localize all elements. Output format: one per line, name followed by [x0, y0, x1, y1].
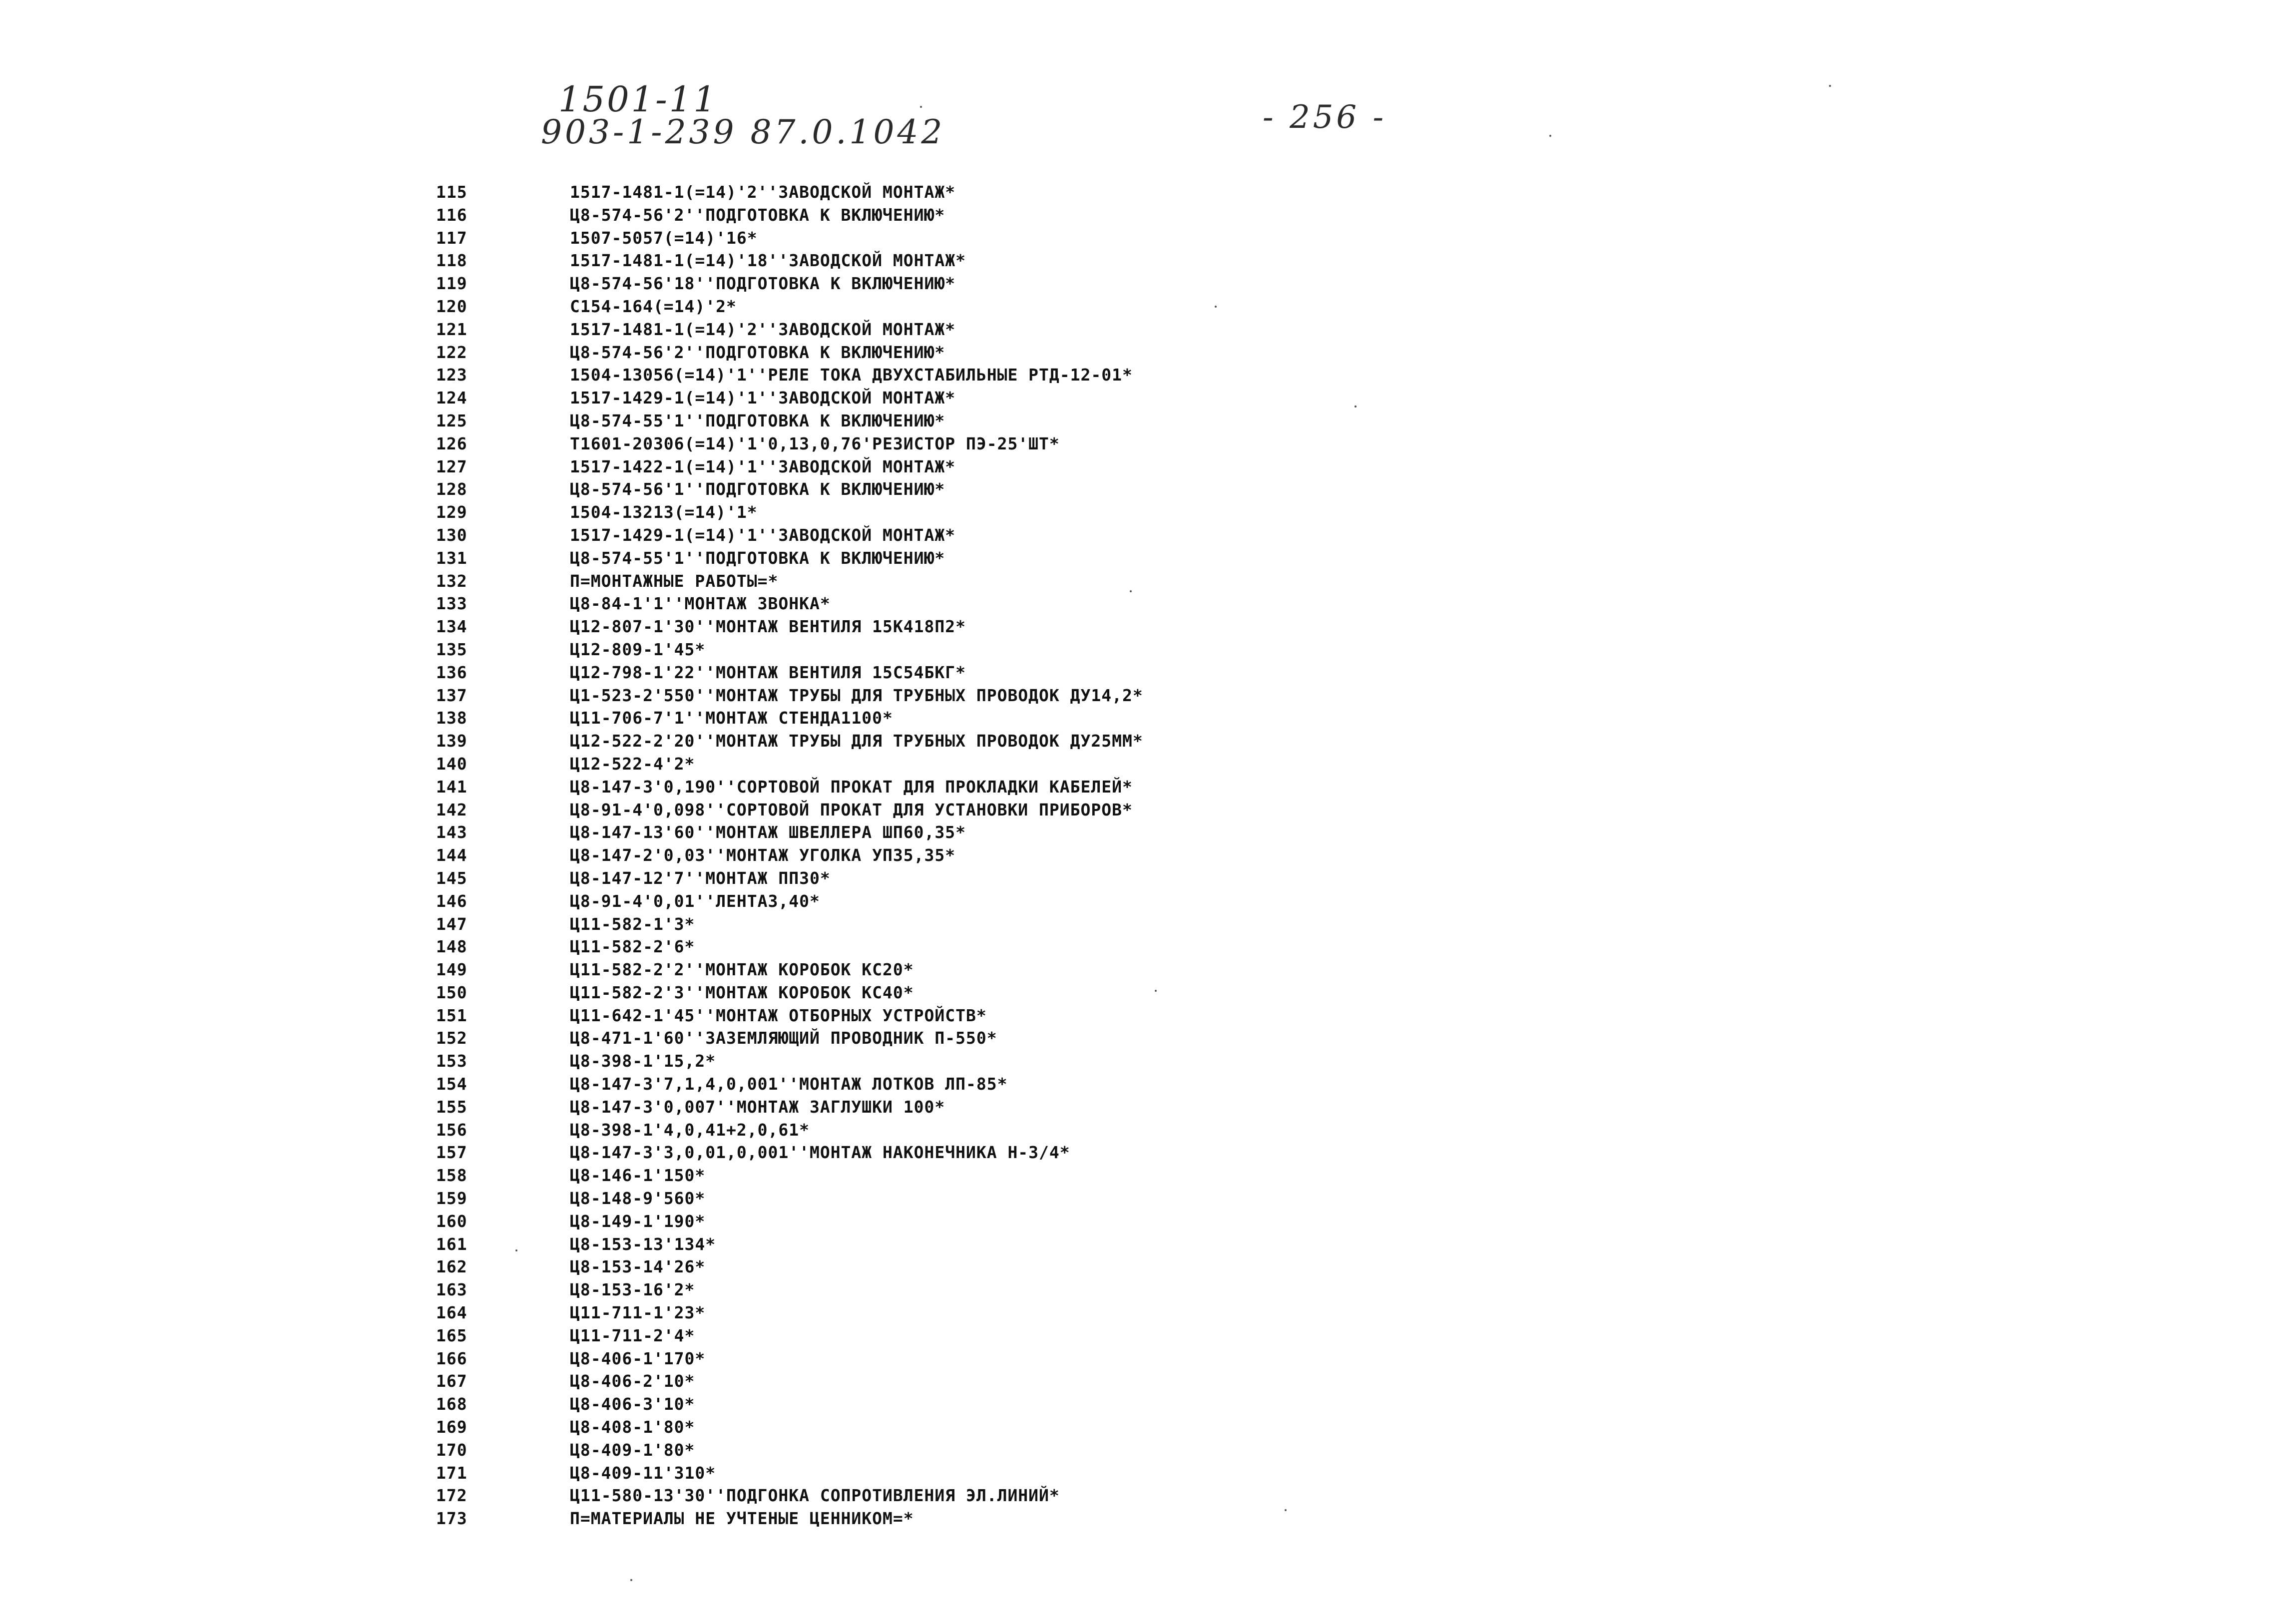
line-text: Ц11-582-2'6*	[570, 937, 695, 957]
line-number: 158	[436, 1166, 467, 1186]
line-number: 120	[436, 296, 467, 316]
line-text: Ц12-522-2'20''МОНТАЖ ТРУБЫ ДЛЯ ТРУБНЫХ ПРОВОДОК ДУ25ММ*	[570, 731, 1143, 751]
listing-line	[0, 1416, 2273, 1439]
listing-line	[0, 387, 2273, 409]
line-text: Ц8-84-1'1''МОНТАЖ ЗВОНКА*	[570, 594, 831, 614]
listing-line	[0, 1324, 2273, 1347]
line-number: 144	[436, 845, 467, 865]
line-number: 147	[436, 914, 467, 934]
listing-line	[0, 272, 2273, 295]
line-text: Ц12-807-1'30''МОНТАЖ ВЕНТИЛЯ 15К418П2*	[570, 617, 966, 637]
listing-line	[0, 1164, 2273, 1187]
line-text: 1507-5057(=14)'16*	[570, 228, 758, 248]
line-number: 163	[436, 1280, 467, 1300]
listing-line	[0, 1301, 2273, 1324]
listing-line	[0, 821, 2273, 844]
listing-line	[0, 1439, 2273, 1462]
listing-line	[0, 799, 2273, 821]
listing-line	[0, 249, 2273, 272]
line-text: 1517-1481-1(=14)'18''ЗАВОДСКОЙ МОНТАЖ*	[570, 251, 966, 271]
listing-line	[0, 958, 2273, 981]
listing-line	[0, 638, 2273, 661]
program-listing	[0, 181, 2273, 1530]
line-number: 129	[436, 502, 467, 522]
line-number: 141	[436, 777, 467, 797]
listing-line	[0, 1507, 2273, 1530]
line-text: Ц8-574-55'1''ПОДГОТОВКА К ВКЛЮЧЕНИЮ*	[570, 410, 945, 430]
listing-line	[0, 501, 2273, 524]
listing-line	[0, 707, 2273, 730]
line-text: Ц11-580-13'30''ПОДГОНКА СОПРОТИВЛЕНИЯ ЭЛ.ЛИНИЙ*	[570, 1486, 1060, 1506]
line-text: 1517-1481-1(=14)'2''ЗАВОДСКОЙ МОНТАЖ*	[570, 319, 956, 339]
listing-line	[0, 547, 2273, 570]
line-text: Ц8-574-55'1''ПОДГОТОВКА К ВКЛЮЧЕНИЮ*	[570, 548, 945, 568]
line-text: Ц8-149-1'190*	[570, 1211, 706, 1231]
line-number: 162	[436, 1257, 467, 1277]
line-number: 126	[436, 433, 467, 453]
line-number: 150	[436, 982, 467, 1002]
line-number: 145	[436, 868, 467, 888]
line-number: 131	[436, 548, 467, 568]
line-text: Ц11-711-1'23*	[570, 1303, 706, 1323]
line-number: 159	[436, 1189, 467, 1209]
listing-line	[0, 1347, 2273, 1370]
line-number: 157	[436, 1143, 467, 1163]
line-text: Ц8-147-3'3,0,01,0,001''МОНТАЖ НАКОНЕЧНИКА Н-3/4*	[570, 1143, 1070, 1163]
line-text: Ц8-153-14'26*	[570, 1257, 706, 1277]
listing-line	[0, 753, 2273, 776]
listing-line	[0, 890, 2273, 913]
scan-speck	[920, 106, 922, 108]
listing-line	[0, 1210, 2273, 1233]
line-text: Ц11-582-2'2''МОНТАЖ КОРОБОК КС20*	[570, 960, 914, 980]
listing-line	[0, 1050, 2273, 1073]
line-text: Ц8-147-3'0,007''МОНТАЖ ЗАГЛУШКИ 100*	[570, 1097, 945, 1117]
line-number: 171	[436, 1463, 467, 1483]
line-text: Ц12-522-4'2*	[570, 754, 695, 774]
listing-line	[0, 341, 2273, 364]
line-text: 1517-1429-1(=14)'1''ЗАВОДСКОЙ МОНТАЖ*	[570, 388, 956, 408]
line-text: П=МАТЕРИАЛЫ НЕ УЧТЕНЫЕ ЦЕННИКОМ=*	[570, 1509, 914, 1529]
line-number: 172	[436, 1486, 467, 1506]
line-number: 148	[436, 937, 467, 957]
listing-line	[0, 364, 2273, 387]
line-number: 160	[436, 1211, 467, 1231]
line-number: 127	[436, 456, 467, 476]
listing-line	[0, 455, 2273, 478]
handwritten-project-code: 903-1-239 87.0.1042	[541, 113, 945, 151]
listing-line	[0, 1004, 2273, 1027]
line-number: 140	[436, 754, 467, 774]
line-text: 1517-1422-1(=14)'1''ЗАВОДСКОЙ МОНТАЖ*	[570, 456, 956, 476]
line-text: Ц8-147-13'60''МОНТАЖ ШВЕЛЛЕРА ШП60,35*	[570, 822, 966, 842]
line-number: 117	[436, 228, 467, 248]
line-number: 118	[436, 251, 467, 271]
line-text: Ц11-642-1'45''МОНТАЖ ОТБОРНЫХ УСТРОЙСТВ*	[570, 1005, 987, 1025]
line-text: Ц8-409-1'80*	[570, 1440, 695, 1460]
line-number: 125	[436, 410, 467, 430]
listing-line	[0, 1187, 2273, 1210]
line-number: 173	[436, 1509, 467, 1529]
line-text: П=МОНТАЖНЫЕ РАБОТЫ=*	[570, 571, 779, 591]
listing-line	[0, 524, 2273, 547]
listing-line	[0, 1119, 2273, 1142]
line-number: 137	[436, 685, 467, 705]
line-number: 156	[436, 1120, 467, 1140]
line-number: 170	[436, 1440, 467, 1460]
line-text: Ц8-153-16'2*	[570, 1280, 695, 1300]
listing-line	[0, 684, 2273, 707]
line-number: 165	[436, 1325, 467, 1345]
listing-line	[0, 1096, 2273, 1119]
line-text: Ц8-574-56'1''ПОДГОТОВКА К ВКЛЮЧЕНИЮ*	[570, 479, 945, 499]
line-text: Ц8-574-56'18''ПОДГОТОВКА К ВКЛЮЧЕНИЮ*	[570, 274, 956, 294]
listing-line	[0, 844, 2273, 867]
line-number: 130	[436, 525, 467, 545]
listing-line	[0, 1393, 2273, 1416]
handwritten-doc-code: 1501-11	[558, 79, 718, 120]
line-number: 123	[436, 365, 467, 385]
listing-line	[0, 227, 2273, 250]
listing-line	[0, 867, 2273, 890]
line-number: 142	[436, 800, 467, 819]
line-text: Ц1-523-2'550''МОНТАЖ ТРУБЫ ДЛЯ ТРУБНЫХ ПРОВОДОК ДУ14,2*	[570, 685, 1143, 705]
listing-line	[0, 592, 2273, 615]
line-number: 133	[436, 594, 467, 614]
listing-line	[0, 204, 2273, 227]
scan-speck	[1829, 85, 1831, 87]
line-text: Ц8-409-11'310*	[570, 1463, 716, 1483]
listing-line	[0, 1484, 2273, 1507]
line-text: Ц8-574-56'2''ПОДГОТОВКА К ВКЛЮЧЕНИЮ*	[570, 342, 945, 362]
line-number: 124	[436, 388, 467, 408]
line-text: 1517-1481-1(=14)'2''ЗАВОДСКОЙ МОНТАЖ*	[570, 182, 956, 202]
scan-speck	[630, 1579, 632, 1581]
line-number: 164	[436, 1303, 467, 1323]
line-text: Ц8-146-1'150*	[570, 1166, 706, 1186]
line-text: 1517-1429-1(=14)'1''ЗАВОДСКОЙ МОНТАЖ*	[570, 525, 956, 545]
line-text: Ц12-798-1'22''МОНТАЖ ВЕНТИЛЯ 15С54БКГ*	[570, 662, 966, 682]
line-text: Ц8-406-1'170*	[570, 1348, 706, 1368]
line-text: Т1601-20306(=14)'1'0,13,0,76'РЕЗИСТОР ПЭ-25'ШТ*	[570, 433, 1060, 453]
listing-line	[0, 181, 2273, 204]
line-text: Ц8-406-2'10*	[570, 1371, 695, 1391]
line-number: 121	[436, 319, 467, 339]
listing-line	[0, 981, 2273, 1004]
listing-line	[0, 1278, 2273, 1301]
line-number: 122	[436, 342, 467, 362]
line-text: С154-164(=14)'2*	[570, 296, 737, 316]
line-number: 169	[436, 1417, 467, 1437]
line-text: Ц8-147-3'7,1,4,0,001''МОНТАЖ ЛОТКОВ ЛП-85*	[570, 1074, 1008, 1094]
line-text: Ц8-471-1'60''ЗАЗЕМЛЯЮЩИЙ ПРОВОДНИК П-550*	[570, 1028, 997, 1048]
listing-line	[0, 730, 2273, 753]
listing-line	[0, 1255, 2273, 1278]
line-number: 151	[436, 1005, 467, 1025]
line-text: Ц8-91-4'0,01''ЛЕНТА3,40*	[570, 891, 820, 911]
listing-line	[0, 1141, 2273, 1164]
line-number: 115	[436, 182, 467, 202]
line-text: Ц8-147-3'0,190''СОРТОВОЙ ПРОКАТ ДЛЯ ПРОКЛАДКИ КАБЕЛЕЙ*	[570, 777, 1133, 797]
listing-line	[0, 1370, 2273, 1393]
line-number: 149	[436, 960, 467, 980]
scan-speck	[1549, 135, 1551, 137]
listing-line	[0, 615, 2273, 638]
listing-line	[0, 570, 2273, 593]
line-text: Ц8-398-1'4,0,41+2,0,61*	[570, 1120, 810, 1140]
line-number: 128	[436, 479, 467, 499]
line-text: Ц11-582-2'3''МОНТАЖ КОРОБОК КС40*	[570, 982, 914, 1002]
line-text: Ц8-147-12'7''МОНТАЖ ПП30*	[570, 868, 831, 888]
line-number: 138	[436, 708, 467, 728]
listing-line	[0, 409, 2273, 432]
listing-line	[0, 661, 2273, 684]
line-number: 152	[436, 1028, 467, 1048]
line-text: Ц11-711-2'4*	[570, 1325, 695, 1345]
line-number: 161	[436, 1234, 467, 1254]
line-text: Ц8-147-2'0,03''МОНТАЖ УГОЛКА УП35,35*	[570, 845, 956, 865]
line-number: 168	[436, 1394, 467, 1414]
line-text: Ц8-153-13'134*	[570, 1234, 716, 1254]
line-number: 132	[436, 571, 467, 591]
listing-line	[0, 295, 2273, 318]
line-number: 116	[436, 205, 467, 225]
line-text: 1504-13056(=14)'1''РЕЛЕ ТОКА ДВУХСТАБИЛЬНЫЕ РТД-12-01*	[570, 365, 1133, 385]
listing-line	[0, 1462, 2273, 1485]
line-number: 166	[436, 1348, 467, 1368]
line-text: Ц8-91-4'0,098''СОРТОВОЙ ПРОКАТ ДЛЯ УСТАНОВКИ ПРИБОРОВ*	[570, 800, 1133, 819]
handwritten-page-number: - 256 -	[1263, 99, 1387, 136]
listing-line	[0, 432, 2273, 455]
line-number: 119	[436, 274, 467, 294]
line-number: 155	[436, 1097, 467, 1117]
line-number: 146	[436, 891, 467, 911]
line-text: Ц8-574-56'2''ПОДГОТОВКА К ВКЛЮЧЕНИЮ*	[570, 205, 945, 225]
listing-line	[0, 935, 2273, 958]
line-number: 154	[436, 1074, 467, 1094]
line-text: Ц8-408-1'80*	[570, 1417, 695, 1437]
line-number: 134	[436, 617, 467, 637]
line-text: 1504-13213(=14)'1*	[570, 502, 758, 522]
listing-line	[0, 776, 2273, 799]
line-text: Ц11-582-1'3*	[570, 914, 695, 934]
line-number: 139	[436, 731, 467, 751]
line-number: 136	[436, 662, 467, 682]
listing-line	[0, 1027, 2273, 1050]
line-number: 167	[436, 1371, 467, 1391]
line-number: 143	[436, 822, 467, 842]
line-text: Ц8-148-9'560*	[570, 1189, 706, 1209]
line-text: Ц8-406-3'10*	[570, 1394, 695, 1414]
line-text: Ц11-706-7'1''МОНТАЖ СТЕНДА1100*	[570, 708, 893, 728]
line-text: Ц8-398-1'15,2*	[570, 1051, 716, 1071]
listing-line	[0, 1073, 2273, 1096]
listing-line	[0, 478, 2273, 501]
line-number: 135	[436, 639, 467, 659]
listing-line	[0, 913, 2273, 936]
line-number: 153	[436, 1051, 467, 1071]
listing-line	[0, 1233, 2273, 1256]
listing-line	[0, 318, 2273, 341]
line-text: Ц12-809-1'45*	[570, 639, 706, 659]
